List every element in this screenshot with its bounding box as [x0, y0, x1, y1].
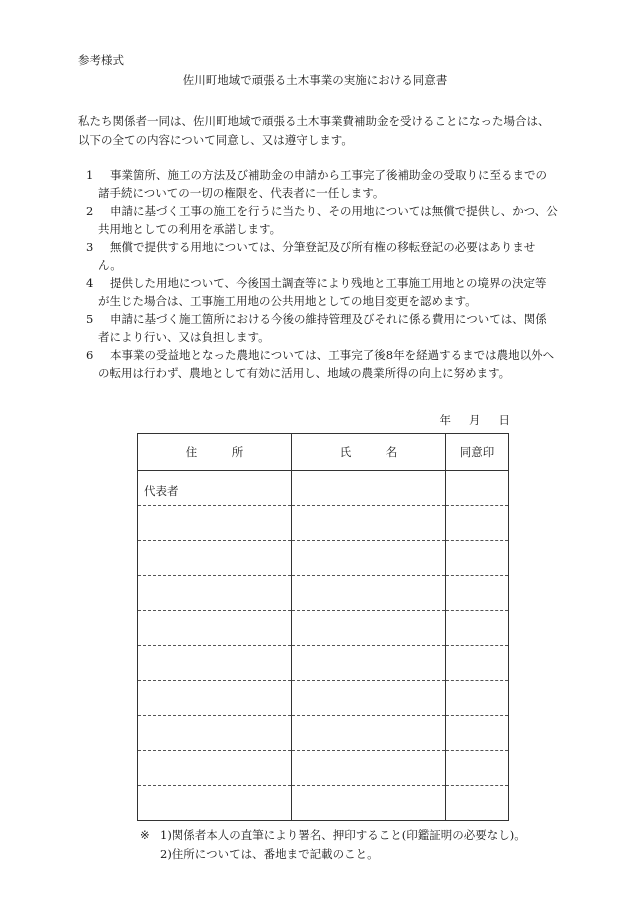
address-cell[interactable]	[138, 541, 292, 576]
signature-table	[137, 433, 509, 821]
name-cell[interactable]	[292, 786, 446, 821]
table-row	[138, 646, 509, 681]
address-cell[interactable]	[138, 681, 292, 716]
table-row	[138, 576, 509, 611]
seal-cell[interactable]	[446, 681, 509, 716]
name-cell[interactable]	[292, 611, 446, 646]
note-2	[140, 845, 560, 864]
table-row	[138, 611, 509, 646]
item-text: 無償で提供する用地については、分筆登記及び所有権の移転登記の必要はありません。	[98, 240, 536, 272]
seal-cell[interactable]	[446, 576, 509, 611]
item-text: 事業箇所、施工の方法及び補助金の申請から工事完了後補助金の受取りに至るまでの諸手続についての一切の権限を、代表者に一任します。	[98, 168, 547, 200]
address-cell[interactable]	[138, 471, 292, 506]
name-header: 氏 名	[292, 434, 446, 471]
item-number: 4	[86, 276, 94, 290]
agreement-item-5	[78, 310, 558, 346]
note-1-text: 1)関係者本人の直筆により署名、押印すること(印鑑証明の必要なし)。	[160, 828, 526, 842]
table-row	[138, 751, 509, 786]
form-label: 参考様式	[78, 53, 124, 67]
item-text: 提供した用地について、今後国土調査等により残地と工事施工用地との境界の決定等が生じた場合は、工事施工用地の公共用地としての地目変更を認めます。	[98, 276, 547, 308]
note-2-text: 2)住所については、番地まで記載のこと。	[160, 847, 379, 861]
table-row	[138, 541, 509, 576]
name-cell[interactable]	[292, 751, 446, 786]
seal-cell[interactable]	[446, 646, 509, 681]
seal-cell[interactable]	[446, 541, 509, 576]
seal-header: 同意印	[446, 434, 509, 471]
address-cell[interactable]	[138, 716, 292, 751]
seal-cell[interactable]	[446, 786, 509, 821]
name-cell[interactable]	[292, 716, 446, 751]
item-text: 本事業の受益地となった農地については、工事完了後8年を経過するまでは農地以外への転用は行わず、農地として有効に活用し、地域の農業所得の向上に努めます。	[98, 348, 555, 380]
agreement-item-6	[78, 346, 558, 382]
seal-cell[interactable]	[446, 471, 509, 506]
table-row	[138, 786, 509, 821]
name-cell[interactable]	[292, 471, 446, 506]
address-cell[interactable]	[138, 506, 292, 541]
table-row	[138, 681, 509, 716]
seal-cell[interactable]	[446, 506, 509, 541]
address-cell[interactable]	[138, 786, 292, 821]
name-cell[interactable]	[292, 681, 446, 716]
agreement-item-1	[78, 166, 558, 202]
seal-cell[interactable]	[446, 751, 509, 786]
notes	[140, 826, 560, 864]
address-cell[interactable]	[138, 646, 292, 681]
item-number: 5	[86, 312, 94, 326]
representative-label: 代表者	[144, 484, 179, 498]
note-1	[140, 826, 560, 845]
note-mark: ※	[140, 828, 150, 842]
agreement-item-2	[78, 202, 558, 238]
name-cell[interactable]	[292, 646, 446, 681]
table-header-row	[138, 434, 509, 471]
agreement-item-3	[78, 238, 558, 274]
item-number: 3	[86, 240, 94, 254]
table-row	[138, 471, 509, 506]
intro-paragraph: 私たち関係者一同は、佐川町地域で頑張る土木事業費補助金を受けることになった場合は、以下の全ての内容について同意し、又は遵守します。	[78, 114, 550, 147]
date-month-label: 月	[469, 413, 481, 427]
name-cell[interactable]	[292, 506, 446, 541]
seal-cell[interactable]	[446, 611, 509, 646]
agreement-item-4	[78, 274, 558, 310]
address-cell[interactable]	[138, 576, 292, 611]
document-title: 佐川町地域で頑張る土木事業の実施における同意書	[182, 73, 448, 87]
table-row	[138, 716, 509, 751]
date-day-label: 日	[498, 413, 510, 427]
name-cell[interactable]	[292, 576, 446, 611]
item-text: 申請に基づく工事の施工を行うに当たり、その用地については無償で提供し、かつ、公共用地としての利用を承諾します。	[98, 204, 558, 236]
item-text: 申請に基づく施工箇所における今後の維持管理及びそれに係る費用については、関係者により行い、又は負担します。	[98, 312, 547, 344]
item-number: 6	[86, 348, 94, 362]
item-number: 1	[86, 168, 94, 182]
address-header: 住 所	[138, 434, 292, 471]
name-cell[interactable]	[292, 541, 446, 576]
date-year-label: 年	[439, 413, 451, 427]
seal-cell[interactable]	[446, 716, 509, 751]
address-cell[interactable]	[138, 751, 292, 786]
item-number: 2	[86, 204, 94, 218]
address-cell[interactable]	[138, 611, 292, 646]
date-line	[440, 412, 511, 428]
agreement-items	[78, 166, 558, 382]
table-row	[138, 506, 509, 541]
